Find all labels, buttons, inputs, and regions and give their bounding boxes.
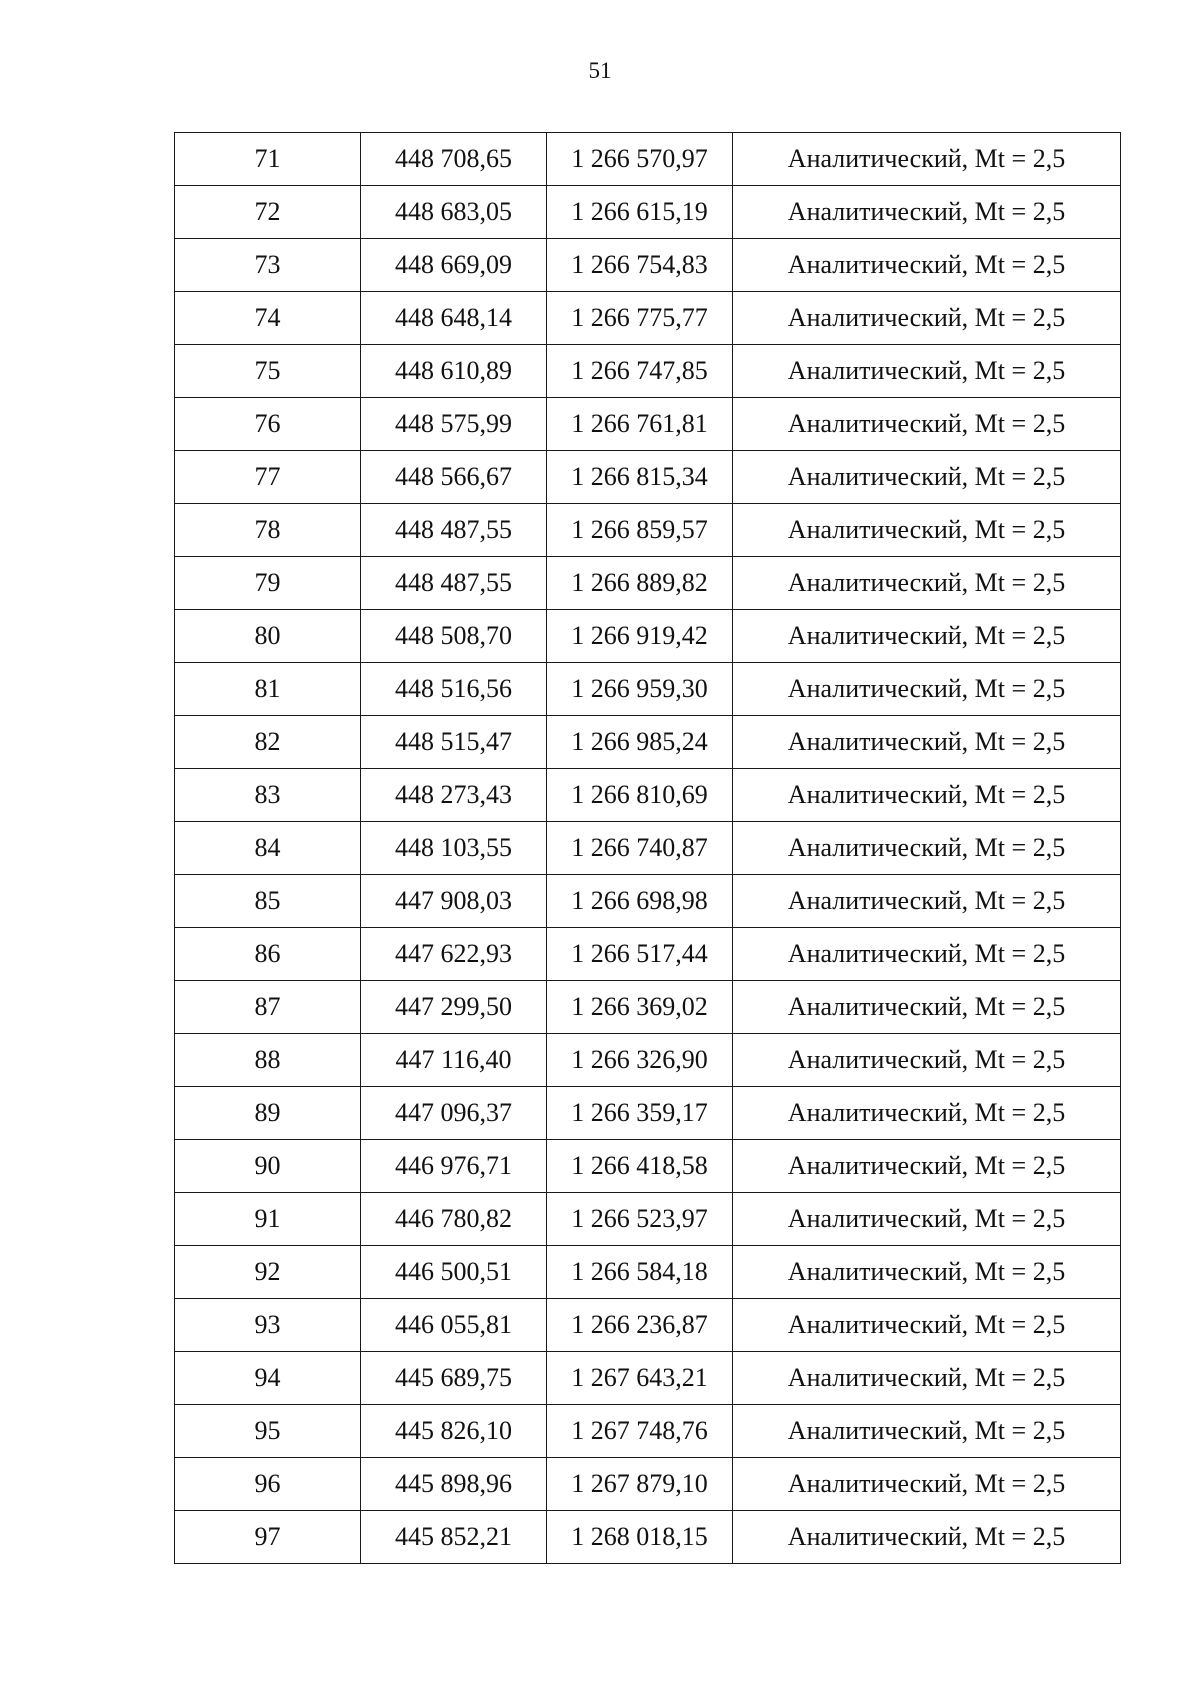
- x-coordinate-cell: 448 575,99: [361, 398, 547, 451]
- method-cell: Аналитический, Mt = 2,5: [733, 610, 1121, 663]
- method-cell: Аналитический, Mt = 2,5: [733, 1034, 1121, 1087]
- x-coordinate-cell: 446 780,82: [361, 1193, 547, 1246]
- y-coordinate-cell: 1 266 859,57: [547, 504, 733, 557]
- coordinates-table: [174, 132, 1121, 1564]
- point-number-cell: 78: [175, 504, 361, 557]
- x-coordinate-cell: 447 299,50: [361, 981, 547, 1034]
- point-number-cell: 79: [175, 557, 361, 610]
- y-coordinate-cell: 1 266 815,34: [547, 451, 733, 504]
- y-coordinate-cell: 1 266 570,97: [547, 133, 733, 186]
- table-row: [175, 557, 1121, 610]
- table-row: [175, 1140, 1121, 1193]
- method-cell: Аналитический, Mt = 2,5: [733, 1246, 1121, 1299]
- method-cell: Аналитический, Mt = 2,5: [733, 981, 1121, 1034]
- x-coordinate-cell: 448 515,47: [361, 716, 547, 769]
- y-coordinate-cell: 1 266 418,58: [547, 1140, 733, 1193]
- x-coordinate-cell: 448 103,55: [361, 822, 547, 875]
- y-coordinate-cell: 1 266 698,98: [547, 875, 733, 928]
- table-row: [175, 716, 1121, 769]
- point-number-cell: 75: [175, 345, 361, 398]
- y-coordinate-cell: 1 266 754,83: [547, 239, 733, 292]
- table-row: [175, 769, 1121, 822]
- y-coordinate-cell: 1 266 919,42: [547, 610, 733, 663]
- y-coordinate-cell: 1 266 517,44: [547, 928, 733, 981]
- page-number: 51: [588, 58, 612, 83]
- point-number-cell: 81: [175, 663, 361, 716]
- method-cell: Аналитический, Mt = 2,5: [733, 133, 1121, 186]
- method-cell: Аналитический, Mt = 2,5: [733, 1511, 1121, 1564]
- table-row: [175, 1034, 1121, 1087]
- table-row: [175, 610, 1121, 663]
- table-row: [175, 1246, 1121, 1299]
- y-coordinate-cell: 1 266 761,81: [547, 398, 733, 451]
- table-row: [175, 1458, 1121, 1511]
- table-row: [175, 1511, 1121, 1564]
- y-coordinate-cell: 1 267 643,21: [547, 1352, 733, 1405]
- point-number-cell: 82: [175, 716, 361, 769]
- table-body: [175, 133, 1121, 1564]
- x-coordinate-cell: 447 908,03: [361, 875, 547, 928]
- table-row: [175, 1299, 1121, 1352]
- point-number-cell: 90: [175, 1140, 361, 1193]
- point-number-cell: 77: [175, 451, 361, 504]
- x-coordinate-cell: 448 487,55: [361, 557, 547, 610]
- point-number-cell: 91: [175, 1193, 361, 1246]
- x-coordinate-cell: 445 898,96: [361, 1458, 547, 1511]
- x-coordinate-cell: 447 096,37: [361, 1087, 547, 1140]
- point-number-cell: 74: [175, 292, 361, 345]
- table-row: [175, 345, 1121, 398]
- x-coordinate-cell: 445 826,10: [361, 1405, 547, 1458]
- point-number-cell: 95: [175, 1405, 361, 1458]
- table-row: [175, 1087, 1121, 1140]
- method-cell: Аналитический, Mt = 2,5: [733, 822, 1121, 875]
- point-number-cell: 86: [175, 928, 361, 981]
- table-row: [175, 822, 1121, 875]
- method-cell: Аналитический, Mt = 2,5: [733, 557, 1121, 610]
- method-cell: Аналитический, Mt = 2,5: [733, 1405, 1121, 1458]
- method-cell: Аналитический, Mt = 2,5: [733, 1140, 1121, 1193]
- y-coordinate-cell: 1 267 879,10: [547, 1458, 733, 1511]
- point-number-cell: 87: [175, 981, 361, 1034]
- table-row: [175, 1352, 1121, 1405]
- x-coordinate-cell: 448 487,55: [361, 504, 547, 557]
- point-number-cell: 85: [175, 875, 361, 928]
- y-coordinate-cell: 1 266 359,17: [547, 1087, 733, 1140]
- y-coordinate-cell: 1 266 775,77: [547, 292, 733, 345]
- point-number-cell: 97: [175, 1511, 361, 1564]
- x-coordinate-cell: 445 689,75: [361, 1352, 547, 1405]
- method-cell: Аналитический, Mt = 2,5: [733, 716, 1121, 769]
- y-coordinate-cell: 1 266 523,97: [547, 1193, 733, 1246]
- y-coordinate-cell: 1 266 236,87: [547, 1299, 733, 1352]
- method-cell: Аналитический, Mt = 2,5: [733, 1352, 1121, 1405]
- table-row: [175, 398, 1121, 451]
- table-row: [175, 663, 1121, 716]
- method-cell: Аналитический, Mt = 2,5: [733, 292, 1121, 345]
- x-coordinate-cell: 446 976,71: [361, 1140, 547, 1193]
- x-coordinate-cell: 448 508,70: [361, 610, 547, 663]
- y-coordinate-cell: 1 267 748,76: [547, 1405, 733, 1458]
- point-number-cell: 80: [175, 610, 361, 663]
- table-row: [175, 186, 1121, 239]
- method-cell: Аналитический, Mt = 2,5: [733, 875, 1121, 928]
- x-coordinate-cell: 448 648,14: [361, 292, 547, 345]
- y-coordinate-cell: 1 266 985,24: [547, 716, 733, 769]
- y-coordinate-cell: 1 266 369,02: [547, 981, 733, 1034]
- x-coordinate-cell: 447 116,40: [361, 1034, 547, 1087]
- point-number-cell: 94: [175, 1352, 361, 1405]
- method-cell: Аналитический, Mt = 2,5: [733, 769, 1121, 822]
- table-row: [175, 981, 1121, 1034]
- table-row: [175, 133, 1121, 186]
- method-cell: Аналитический, Mt = 2,5: [733, 504, 1121, 557]
- point-number-cell: 88: [175, 1034, 361, 1087]
- x-coordinate-cell: 448 566,67: [361, 451, 547, 504]
- point-number-cell: 83: [175, 769, 361, 822]
- x-coordinate-cell: 448 273,43: [361, 769, 547, 822]
- table-row: [175, 928, 1121, 981]
- method-cell: Аналитический, Mt = 2,5: [733, 663, 1121, 716]
- method-cell: Аналитический, Mt = 2,5: [733, 1087, 1121, 1140]
- point-number-cell: 71: [175, 133, 361, 186]
- point-number-cell: 84: [175, 822, 361, 875]
- point-number-cell: 73: [175, 239, 361, 292]
- table-row: [175, 239, 1121, 292]
- method-cell: Аналитический, Mt = 2,5: [733, 1193, 1121, 1246]
- x-coordinate-cell: 445 852,21: [361, 1511, 547, 1564]
- y-coordinate-cell: 1 266 747,85: [547, 345, 733, 398]
- x-coordinate-cell: 446 500,51: [361, 1246, 547, 1299]
- point-number-cell: 96: [175, 1458, 361, 1511]
- method-cell: Аналитический, Mt = 2,5: [733, 1458, 1121, 1511]
- method-cell: Аналитический, Mt = 2,5: [733, 451, 1121, 504]
- y-coordinate-cell: 1 266 615,19: [547, 186, 733, 239]
- x-coordinate-cell: 448 708,65: [361, 133, 547, 186]
- method-cell: Аналитический, Mt = 2,5: [733, 928, 1121, 981]
- table-row: [175, 451, 1121, 504]
- x-coordinate-cell: 448 516,56: [361, 663, 547, 716]
- table-row: [175, 504, 1121, 557]
- point-number-cell: 93: [175, 1299, 361, 1352]
- y-coordinate-cell: 1 266 889,82: [547, 557, 733, 610]
- x-coordinate-cell: 447 622,93: [361, 928, 547, 981]
- method-cell: Аналитический, Mt = 2,5: [733, 239, 1121, 292]
- y-coordinate-cell: 1 266 959,30: [547, 663, 733, 716]
- method-cell: Аналитический, Mt = 2,5: [733, 345, 1121, 398]
- x-coordinate-cell: 448 669,09: [361, 239, 547, 292]
- table-row: [175, 1193, 1121, 1246]
- point-number-cell: 76: [175, 398, 361, 451]
- x-coordinate-cell: 448 683,05: [361, 186, 547, 239]
- y-coordinate-cell: 1 268 018,15: [547, 1511, 733, 1564]
- point-number-cell: 89: [175, 1087, 361, 1140]
- method-cell: Аналитический, Mt = 2,5: [733, 1299, 1121, 1352]
- method-cell: Аналитический, Mt = 2,5: [733, 398, 1121, 451]
- table-row: [175, 1405, 1121, 1458]
- table-row: [175, 292, 1121, 345]
- y-coordinate-cell: 1 266 810,69: [547, 769, 733, 822]
- table-row: [175, 875, 1121, 928]
- point-number-cell: 92: [175, 1246, 361, 1299]
- x-coordinate-cell: 448 610,89: [361, 345, 547, 398]
- y-coordinate-cell: 1 266 326,90: [547, 1034, 733, 1087]
- y-coordinate-cell: 1 266 740,87: [547, 822, 733, 875]
- method-cell: Аналитический, Mt = 2,5: [733, 186, 1121, 239]
- y-coordinate-cell: 1 266 584,18: [547, 1246, 733, 1299]
- point-number-cell: 72: [175, 186, 361, 239]
- x-coordinate-cell: 446 055,81: [361, 1299, 547, 1352]
